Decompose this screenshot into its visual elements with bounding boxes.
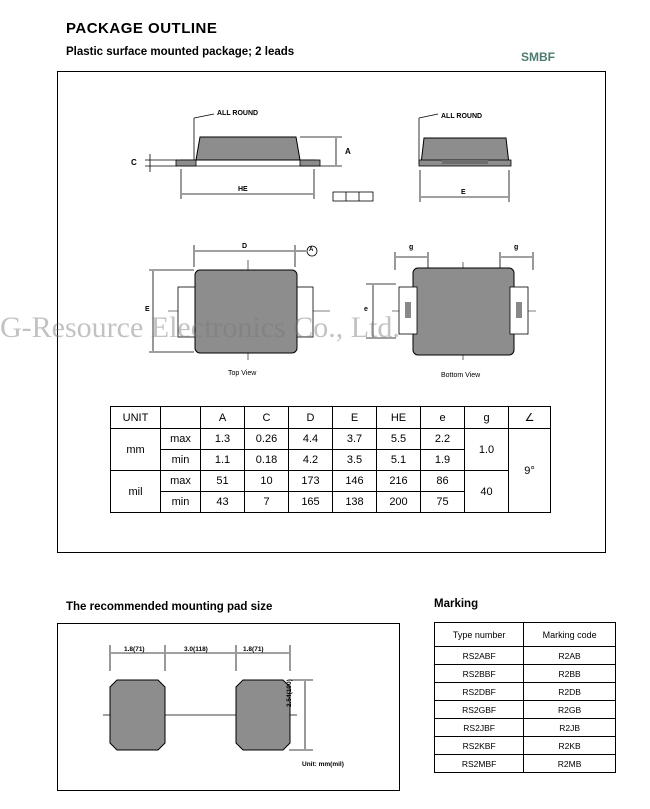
marking-table xyxy=(434,622,616,773)
value-cell: 10 xyxy=(245,471,289,492)
pad-dim-height: 2.54(100) xyxy=(286,679,293,707)
header-cell: C xyxy=(245,407,289,429)
dim-e-top-label: E xyxy=(145,306,150,313)
header-cell: HE xyxy=(377,407,421,429)
value-cell: 51 xyxy=(201,471,245,492)
header-cell: UNIT xyxy=(111,407,161,429)
qualifier-cell: max xyxy=(161,471,201,492)
dim-g-right-label: g xyxy=(514,244,519,251)
value-cell: 5.1 xyxy=(377,450,421,471)
header-cell xyxy=(161,407,201,429)
header-cell: D xyxy=(289,407,333,429)
code-cell: R2BB xyxy=(524,665,616,683)
qualifier-cell: min xyxy=(161,492,201,513)
table-row xyxy=(435,737,616,755)
marking-title: Marking xyxy=(434,598,479,610)
value-cell: 146 xyxy=(333,471,377,492)
table-row xyxy=(435,647,616,665)
code-cell: R2AB xyxy=(524,647,616,665)
value-cell: 2.2 xyxy=(421,429,465,450)
dim-c-label: C xyxy=(131,158,137,167)
value-cell: 0.26 xyxy=(245,429,289,450)
mounting-pad-drawing xyxy=(57,623,400,791)
code-cell: R2KB xyxy=(524,737,616,755)
page-subtitle: Plastic surface mounted package; 2 leads xyxy=(66,46,295,58)
value-cell: 1.9 xyxy=(421,450,465,471)
code-cell: R2JB xyxy=(524,719,616,737)
all-round-label-2: ALL ROUND xyxy=(441,113,483,120)
all-round-label-1: ALL ROUND xyxy=(217,110,259,117)
dimensions-table xyxy=(110,406,551,513)
dim-d-label: D xyxy=(242,243,248,250)
qualifier-cell: min xyxy=(161,450,201,471)
table-row xyxy=(435,701,616,719)
page-title: PACKAGE OUTLINE xyxy=(66,20,218,37)
value-cell: 1.1 xyxy=(201,450,245,471)
unit-cell: mil xyxy=(111,471,161,513)
value-cell: 0.18 xyxy=(245,450,289,471)
dim-e-pitch-label: e xyxy=(364,306,368,313)
header-cell: Marking code xyxy=(524,623,616,647)
mounting-title: The recommended mounting pad size xyxy=(66,601,273,613)
header-cell: E xyxy=(333,407,377,429)
type-cell: RS2MBF xyxy=(435,755,524,773)
pad-dim-left: 1.8(71) xyxy=(124,646,145,653)
header-cell: ∠ xyxy=(509,407,551,429)
header-cell: e xyxy=(421,407,465,429)
dim-e-side-label: E xyxy=(461,189,466,196)
bottom-view-label: Bottom View xyxy=(441,372,481,379)
type-cell: RS2GBF xyxy=(435,701,524,719)
value-cell: 5.5 xyxy=(377,429,421,450)
type-cell: RS2DBF xyxy=(435,683,524,701)
table-row xyxy=(435,665,616,683)
table-row xyxy=(435,719,616,737)
type-cell: RS2JBF xyxy=(435,719,524,737)
value-cell: 173 xyxy=(289,471,333,492)
code-cell: R2MB xyxy=(524,755,616,773)
value-cell: 1.3 xyxy=(201,429,245,450)
unit-cell: mm xyxy=(111,429,161,471)
qualifier-cell: max xyxy=(161,429,201,450)
value-cell: 4.4 xyxy=(289,429,333,450)
code-cell: R2GB xyxy=(524,701,616,719)
value-cell: 165 xyxy=(289,492,333,513)
header-cell: Type number xyxy=(435,623,524,647)
value-cell: 200 xyxy=(377,492,421,513)
pad-dim-right: 1.8(71) xyxy=(243,646,264,653)
header-cell: g xyxy=(465,407,509,429)
table-row xyxy=(435,683,616,701)
top-view-label: Top View xyxy=(228,370,257,377)
value-cell: 3.5 xyxy=(333,450,377,471)
table-row xyxy=(111,429,551,450)
value-cell: 86 xyxy=(421,471,465,492)
g-mm-cell: 1.0 xyxy=(465,429,509,471)
value-cell: 4.2 xyxy=(289,450,333,471)
table-row xyxy=(111,471,551,492)
type-cell: RS2BBF xyxy=(435,665,524,683)
package-name: SMBF xyxy=(521,50,555,64)
dim-he-label: HE xyxy=(238,186,248,193)
type-cell: RS2ABF xyxy=(435,647,524,665)
table-header-row xyxy=(435,623,616,647)
value-cell: 75 xyxy=(421,492,465,513)
header-cell: A xyxy=(201,407,245,429)
value-cell: 3.7 xyxy=(333,429,377,450)
value-cell: 43 xyxy=(201,492,245,513)
watermark: G-Resource Electronics Co., Ltd. xyxy=(0,311,400,344)
type-cell: RS2KBF xyxy=(435,737,524,755)
code-cell: R2DB xyxy=(524,683,616,701)
dim-g-left-label: g xyxy=(409,244,414,251)
table-row xyxy=(435,755,616,773)
value-cell: 7 xyxy=(245,492,289,513)
datum-label: A xyxy=(309,247,314,253)
dim-a-label: A xyxy=(345,147,351,156)
angle-cell: 9° xyxy=(509,429,551,513)
table-header-row xyxy=(111,407,551,429)
pad-dim-mid: 3.0(118) xyxy=(184,646,208,653)
value-cell: 138 xyxy=(333,492,377,513)
value-cell: 216 xyxy=(377,471,421,492)
g-mil-cell: 40 xyxy=(465,471,509,513)
pad-unit-label: Unit: mm(mil) xyxy=(302,761,344,768)
